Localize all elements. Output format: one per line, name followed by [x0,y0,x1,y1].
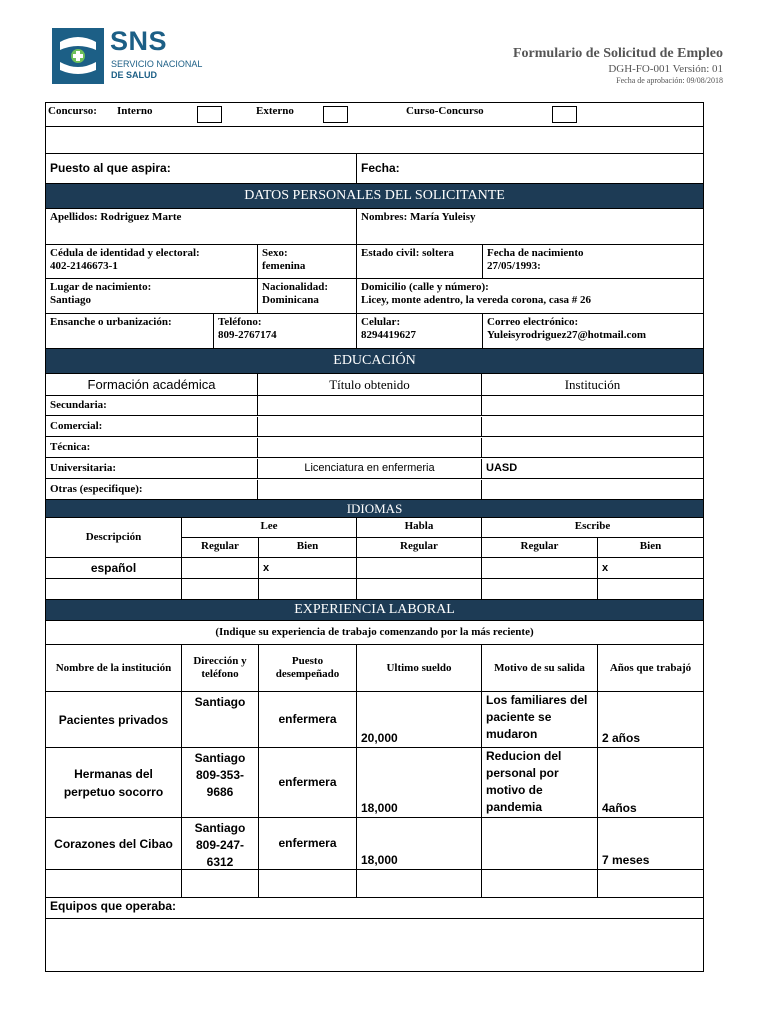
estado-civil-field[interactable]: Estado civil: soltera [357,245,483,279]
exp-sueldo-cell[interactable]: 20,000 [357,692,482,748]
domicilio-field[interactable] [357,279,703,314]
idiomas-header: IDIOMAS [46,500,703,518]
exp-motivo-cell[interactable] [482,870,598,898]
nivel-cell: Comercial: [46,417,258,437]
experiencia-header: EXPERIENCIA LABORAL [46,600,703,621]
nivel-cell: Secundaria: [46,396,258,416]
educacion-row [46,480,703,500]
logo-text: SNS [110,26,168,56]
correo-field[interactable] [483,314,703,349]
nacionalidad-field[interactable] [258,279,357,314]
cedula-field[interactable] [46,245,258,279]
experiencia-note-row [46,621,703,645]
direccion-col-header: Dirección y teléfono [182,645,259,692]
concurso-row [46,103,703,127]
cedula-label: Cédula de identidad y electoral: [50,247,200,259]
telefono-label: Teléfono: [218,316,262,328]
celular-label: Celular: [361,316,401,328]
experiencia-row [46,748,703,818]
experiencia-note: (Indique su experiencia de trabajo comenzando por la más reciente) [46,621,703,645]
nombres-field[interactable]: Nombres: María Yuleisy [357,209,703,245]
idioma-level-cell[interactable] [357,579,482,600]
interno-label: Interno [117,105,153,117]
exp-anos-cell[interactable]: 2 años [598,692,703,748]
idiomas-header-rows [46,518,703,558]
ensanche-field[interactable]: Ensanche o urbanización: [46,314,214,349]
nacionalidad-value: Dominicana [262,294,319,306]
idioma-cell[interactable]: español [46,558,182,579]
experiencia-header-row [46,645,703,692]
form-header [513,46,723,85]
exp-direccion-cell[interactable]: Santiago 809-247-6312 [182,818,259,870]
educacion-row [46,417,703,437]
descripcion-header: Descripción [46,518,182,558]
puesto-row [46,154,703,184]
lugar-value: Santiago [50,294,91,306]
celular-field[interactable] [357,314,483,349]
exp-motivo-cell[interactable] [482,818,598,870]
curso-concurso-label: Curso-Concurso [406,105,484,117]
blank-row [46,127,703,154]
exp-anos-cell[interactable] [598,870,703,898]
exp-institucion-cell[interactable]: Pacientes privados [46,692,182,748]
idioma-row [46,579,703,600]
formacion-header: Formación académica [46,374,258,396]
motivo-col-header: Motivo de su salida [482,645,598,692]
telefono-value: 809-2767174 [218,329,277,341]
correo-value: Yuleisyrodriguez27@hotmail.com [487,329,647,341]
educacion-header: EDUCACIÓN [46,349,703,374]
titulo-cell[interactable] [258,438,482,458]
experiencia-row [46,870,703,898]
application-form [45,102,704,972]
equipos-label: Equipos que operaba: [46,898,703,919]
equipos-area[interactable] [46,919,703,971]
habla-regular-header: Regular [357,538,482,558]
idioma-level-cell[interactable]: x [259,558,357,579]
idioma-level-cell[interactable] [598,579,703,600]
fecha-nacimiento-value: 27/05/1993: [487,260,541,272]
sexo-value: femenina [262,260,306,272]
domicilio-label: Domicilio (calle y número): [361,281,489,293]
contacto-row [46,314,703,349]
domicilio-value: Licey, monte adentro, la vereda corona, casa # 26 [361,294,592,306]
educacion-row [46,438,703,458]
exp-institucion-cell[interactable] [46,870,182,898]
educacion-header-row [46,374,703,396]
titulo-header: Título obtenido [258,374,482,396]
exp-direccion-cell[interactable] [182,870,259,898]
exp-institucion-cell[interactable]: Hermanas del perpetuo socorro [46,748,182,818]
escribe-header: Escribe [482,518,703,538]
institucion-cell[interactable] [482,417,703,437]
institucion-cell[interactable] [482,396,703,416]
escribe-bien-header: Bien [598,538,703,558]
titulo-cell[interactable]: Licenciatura en enfermeria [258,459,482,479]
titulo-cell[interactable] [258,396,482,416]
idioma-level-cell[interactable] [182,558,259,579]
equipos-row [46,898,703,919]
logo-subtitle-1: SERVICIO NACIONAL [111,59,203,69]
idioma-row [46,558,703,579]
educacion-row [46,396,703,416]
idioma-level-cell[interactable] [182,579,259,600]
exp-motivo-cell[interactable]: Los familiares del paciente se mudaron [482,692,598,748]
sueldo-col-header: Ultimo sueldo [357,645,482,692]
logo-subtitle-2: DE SALUD [111,70,158,80]
fecha-nacimiento-field[interactable] [483,245,703,279]
experiencia-row [46,692,703,748]
exp-motivo-cell[interactable]: Reducion del personal por motivo de pandemia [482,748,598,818]
puesto-col-header: Puesto desempeñado [259,645,357,692]
name-row [46,209,703,245]
interno-checkbox[interactable] [197,106,222,123]
institucion-cell[interactable] [482,438,703,458]
apellidos-field[interactable]: Apellidos: Rodriguez Marte [46,209,357,245]
sexo-field[interactable] [258,245,357,279]
institucion-col-header: Nombre de la institución [46,645,182,692]
exp-sueldo-cell[interactable]: 18,000 [357,818,482,870]
cedula-value: 402-2146673-1 [50,260,118,272]
puesto-field[interactable]: Puesto al que aspira: [46,154,357,184]
idioma-level-cell[interactable] [357,558,482,579]
externo-checkbox[interactable] [323,106,348,123]
titulo-cell[interactable] [258,480,482,500]
nivel-cell: Técnica: [46,438,258,458]
exp-direccion-cell[interactable]: Santiago 809-353-9686 [182,748,259,818]
sns-logo-icon [52,28,104,84]
correo-label: Correo electrónico: [487,316,579,328]
form-title: Formulario de Solicitud de Empleo [513,46,723,61]
institucion-cell[interactable]: UASD [482,459,703,479]
exp-direccion-cell[interactable]: Santiago [182,692,259,748]
exp-puesto-cell[interactable]: enfermera [259,692,357,748]
titulo-cell[interactable] [258,417,482,437]
idioma-level-cell[interactable] [482,558,598,579]
exp-puesto-cell[interactable]: enfermera [259,818,357,870]
idioma-level-cell[interactable] [482,579,598,600]
exp-puesto-cell[interactable]: enfermera [259,748,357,818]
celular-value: 8294419627 [361,329,416,341]
datos-personales-header: DATOS PERSONALES DEL SOLICITANTE [46,184,703,209]
nivel-cell: Otras (especifique): [46,480,258,500]
sns-logo [52,28,212,86]
nivel-cell: Universitaria: [46,459,258,479]
approval-date: Fecha de aprobación: 09/08/2018 [616,76,723,85]
lee-header: Lee [182,518,357,538]
sexo-label: Sexo: [262,247,288,259]
experiencia-row [46,818,703,870]
lee-regular-header: Regular [182,538,259,558]
exp-puesto-cell[interactable] [259,870,357,898]
habla-header: Habla [357,518,482,538]
exp-anos-cell[interactable]: 7 meses [598,818,703,870]
escribe-regular-header: Regular [482,538,598,558]
concurso-label: Concurso: [48,105,97,117]
telefono-field[interactable] [214,314,357,349]
exp-sueldo-cell[interactable] [357,870,482,898]
institucion-header: Institución [482,374,703,396]
fecha-nacimiento-label: Fecha de nacimiento [487,247,584,259]
exp-institucion-cell[interactable]: Corazones del Cibao [46,818,182,870]
lugar-field[interactable] [46,279,258,314]
anos-col-header: Años que trabajó [598,645,703,692]
institucion-cell[interactable] [482,480,703,500]
educacion-row [46,459,703,479]
lugar-label: Lugar de nacimiento: [50,281,152,293]
externo-label: Externo [256,105,294,117]
idioma-level-cell[interactable]: x [598,558,703,579]
form-code: DGH-FO-001 Versión: 01 [608,63,723,75]
lugar-row [46,279,703,314]
idioma-cell[interactable] [46,579,182,600]
lee-bien-header: Bien [259,538,357,558]
exp-anos-cell[interactable]: 4años [598,748,703,818]
cedula-row [46,245,703,279]
exp-sueldo-cell[interactable]: 18,000 [357,748,482,818]
curso-concurso-checkbox[interactable] [552,106,577,123]
idioma-level-cell[interactable] [259,579,357,600]
nacionalidad-label: Nacionalidad: [262,281,329,293]
fecha-field[interactable]: Fecha: [357,154,703,184]
